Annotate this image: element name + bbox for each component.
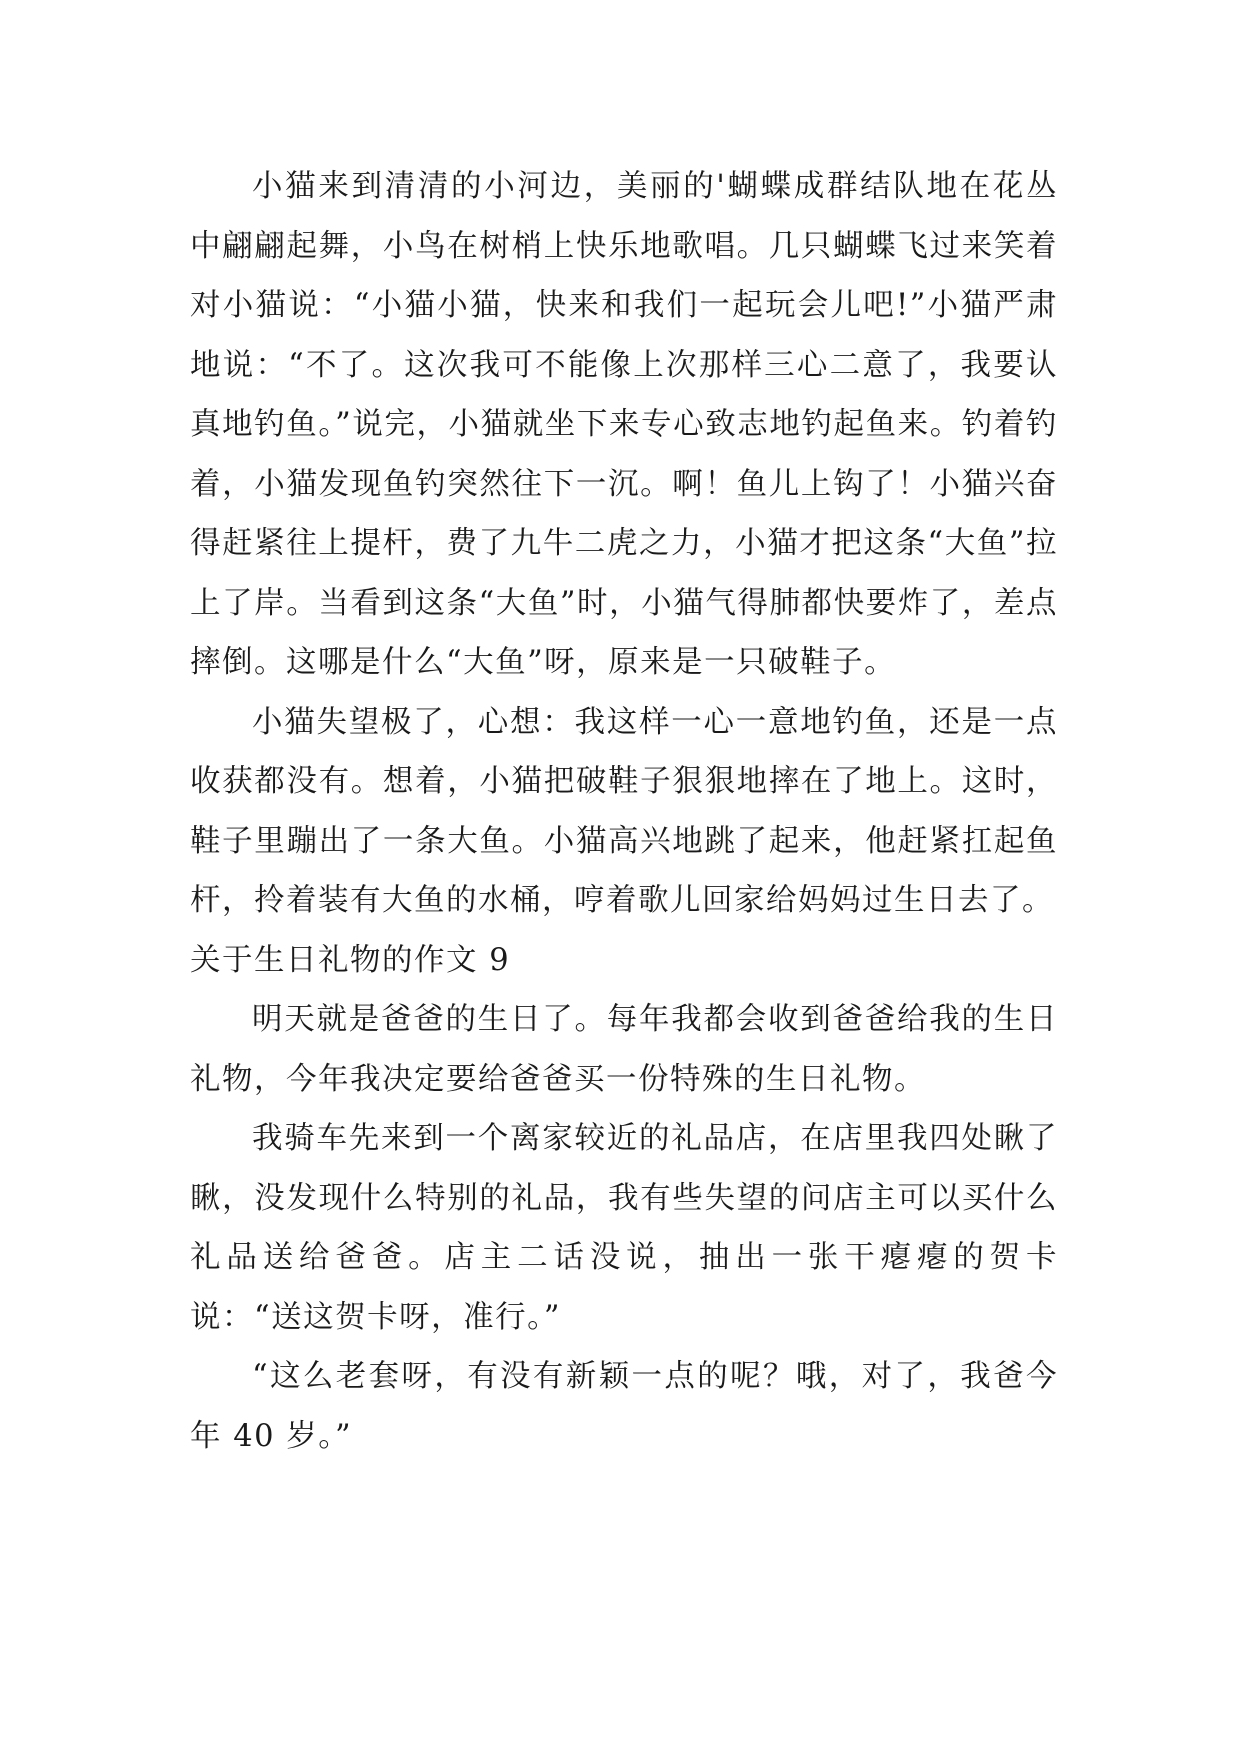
paragraph-5: “这么老套呀，有没有新颖一点的呢？哦，对了，我爸今年 40 岁。” — [190, 1359, 1058, 1454]
paragraph-4: 我骑车先来到一个离家较近的礼品店，在店里我四处瞅了瞅，没发现什么特别的礼品，我有些失望的问店主可以买什么礼品送给爸爸。店主二话没说，抽出一张干瘪瘪的贺卡说：“送这贺卡呀，准行。” — [190, 1121, 1058, 1335]
paragraph-1: 小猫来到清清的小河边，美丽的'蝴蝶成群结队地在花丛中翩翩起舞，小鸟在树梢上快乐地歌唱。几只蝴蝶飞过来笑着对小猫说：“小猫小猫，快来和我们一起玩会儿吧!”小猫严肃地说：“不了。这次我可不能像上次那样三心二意了，我要认真地钓鱼。”说完，小猫就坐下来专心致志地钓起鱼来。钓着钓着，小猫发现鱼钓突然往下一沉。啊！鱼儿上钩了！小猫兴奋得赶紧往上提杆，费了九牛二虎之力，小猫才把这条“大鱼”拉上了岸。当看到这条“大鱼”时，小猫气得肺都快要炸了，差点摔倒。这哪是什么“大鱼”呀，原来是一只破鞋子。 — [190, 169, 1058, 680]
paragraph-2: 小猫失望极了，心想：我这样一心一意地钓鱼，还是一点收获都没有。想着，小猫把破鞋子狠狠地摔在了地上。这时，鞋子里蹦出了一条大鱼。小猫高兴地跳了起来，他赶紧扛起鱼杆，拎着装有大鱼的水桶，哼着歌儿回家给妈妈过生日去了。 — [190, 704, 1058, 918]
section-heading: 关于生日礼物的作文 9 — [190, 942, 511, 978]
paragraph-3: 明天就是爸爸的生日了。每年我都会收到爸爸给我的生日礼物，今年我决定要给爸爸买一份特殊的生日礼物。 — [190, 1002, 1058, 1097]
document-body — [190, 157, 1058, 1466]
